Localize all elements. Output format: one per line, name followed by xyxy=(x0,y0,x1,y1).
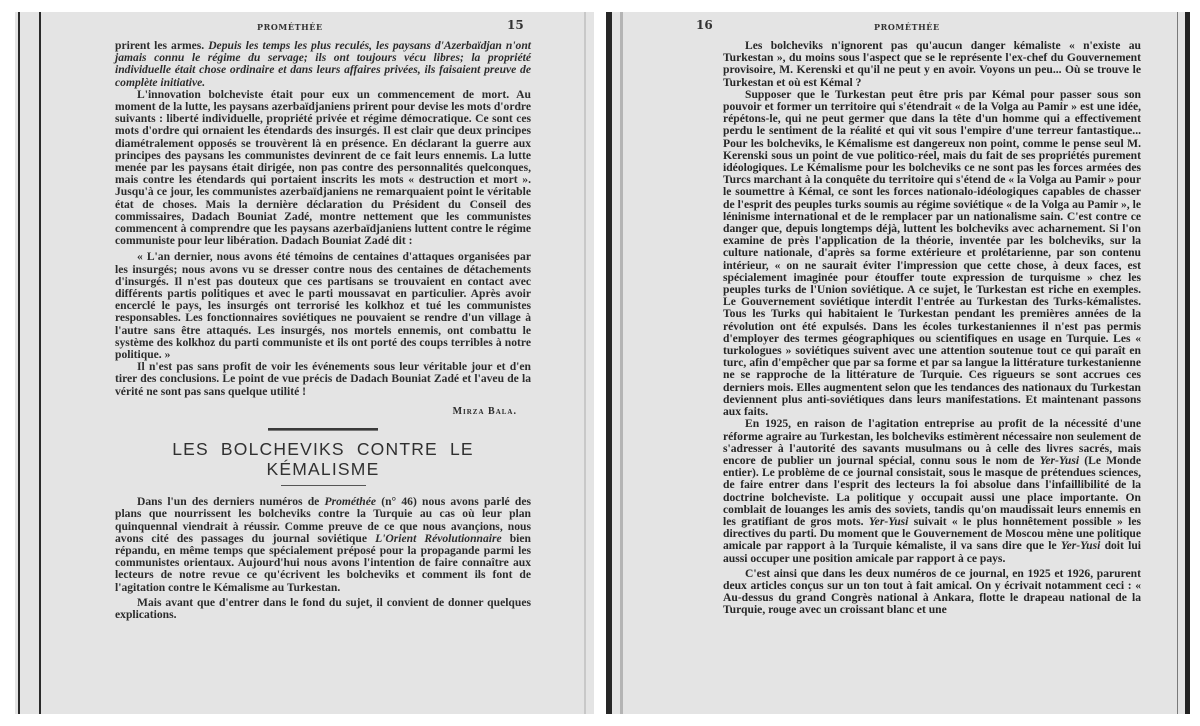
article-paragraph: Mais avant que d'entrer dans le fond du sujet, il convient de donner quelques explications. xyxy=(115,595,531,621)
body-text: (Le Monde entier). Le problème de ce journal consistait, sous le masque de prétendues sciences, de faire entrer dans l'esprit des lecteurs la foi absolue dans l'infaillibilité de la doctrine bolcheviste. La politique y occupait aussi une place importante. On comblait de louanges les amis des soviets, tandis qu'on maudissait leurs ennemis en les gratifiant de gros mots. xyxy=(723,453,1141,528)
body-text: doit lui aussi occuper une position amicale par rapport à ce pays. xyxy=(723,539,1141,565)
journal-title: Yer-Yusi xyxy=(1039,453,1080,467)
article-text: (n° 46) nous avons parlé des plans que nourrissent les bolcheviks contre la Turquie au cas où leur plan quinquennal viendrait à réussir. Comme preuve de ce que nous avançions, nous avons cité des passages du journal soviétique xyxy=(115,495,531,545)
body-text: En 1925, en raison de l'agitation entreprise au profit de la nécessité d'une réforme agraire au Turkestan, les bolcheviks estimèrent nécessaire non seulement de s'adresser à l'autorité des savants musulmans ou à celle des livres sacrés, mais encore de publier un journal spécial, connu sous le nom de xyxy=(723,417,1141,467)
scan-edge-line xyxy=(584,12,586,714)
opening-paragraph xyxy=(115,40,531,89)
running-head: PROMÉTHÉE xyxy=(874,22,940,32)
scan-edge-line xyxy=(620,12,623,714)
body-paragraph: C'est ainsi que dans les deux numéros de ce journal, en 1925 et 1926, parurent deux articles conçus sur un ton tout à fait amical. On y écrivait notamment ceci : « Au-dessus du grand Congrès national à Ankara, flotte le drapeau national de la Turquie, rouge avec un croissant blanc et une xyxy=(723,566,1141,617)
running-head: PROMÉTHÉE xyxy=(257,22,323,32)
body-paragraph: Supposer que le Turkestan peut être pris par Kémal pour passer sous son pouvoir et former un territoire qui s'étendrait « de la Volga au Pamir » est une idée, répétons-le, qui ne peut germer que dans la tête d'un homme qui a effectivement perdu le sentiment de la réalité et qui vit sous l'empire d'une terreur fantastique... Pour les bolcheviks, le Kémalisme est dangereux non point, comme le pense seul M. Kerenski sous un point de vue politico-réel, mais du fait de ses propriétés purement idéologiques. Le Kémalisme pour les bolcheviks ce ne sont pas les forces armées des Turcs marchant à la conquête du territoire qui s'étend de « la Volga au Pamir » pour le soumettre à Kémal, ce sont les forces nationalo-idéologiques capables de chasser de l'esprit des peuples turks soumis au régime soviétique « de la Volga au Pamir », le léninisme international et de le remplacer par un nationalisme sain. C'est contre ce danger que, depuis longtemps déjà, luttent les bolcheviks avec acharnement. Si l'on examine de près l'application de la théorie, inventée par les bolcheviks, sur la culture nationale, d'après sa forme extérieure et prolétarienne, par son contenu intérieur, « on ne saurait éviter l'impression que cette chose, à deux faces, est spécialement imaginée pour étouffer toute expression de turquisme » chez les peuples turks de l'Union soviétique. A ce sujet, le Turkestan est riche en exemples. Le Gouvernement soviétique interdit l'entrée au Turkestan des Turks-kémalistes. Tous les Turks qui habitaient le Turkestan pendant les premières années de la révolution ont été expulsés. Dans les écoles turkestaniennes il n'est pas permis d'employer des termes géographiques ou scientifiques en usage en Turquie. Les « turkologues » soviétiques suivent avec une attention soutenue tout ce qui paraît en turc, afin d'empêcher que par sa forme et par sa langue la littérature turkestanienne ne se rapproche de la littérature de Turquie. Ces rigueurs se sont accrues ces derniers mois. Elles augmentent selon que les tendances des nationaux du Turkestan deviennent plus anti-soviétiques dans leurs manifestations. Et maintenant passons aux faits. xyxy=(723,87,1141,419)
right-page xyxy=(606,12,1190,714)
scan-edge-line xyxy=(18,12,20,714)
article-paragraph xyxy=(115,496,531,594)
scan-edge-line xyxy=(39,12,41,714)
body-paragraph xyxy=(723,418,1141,564)
page-number: 16 xyxy=(696,18,713,32)
opening-fragment: prirent les armes. xyxy=(115,39,205,52)
page-number: 15 xyxy=(507,18,524,32)
journal-title: Yer-Yusi xyxy=(1060,539,1101,553)
body-paragraph: Il n'est pas sans profit de voir les événements sous leur véritable jour et d'en tirer des conclusions. Le point de vue précis de Dadach Bouniat Zadé et l'aveu de la vérité ne sont pas sans quelque utilité ! xyxy=(115,360,531,398)
author-signature: Mirza Bala. xyxy=(452,405,517,417)
body-paragraph: Les bolcheviks n'ignorent pas qu'aucun danger kémaliste « n'existe au Turkestan », du moins sous l'aspect que se le représente l'ex-chef du Gouvernement provisoire, M. Kerenski et qu'il ne peut y en avoir. Voyons un peu... Où se trouve le Turkestan et où est Kémal ? xyxy=(723,39,1141,89)
article-text: bien répandu, en même temps que spécialement préposé pour la propagande parmi les communistes orientaux. Aujourd'hui nous avons l'intention de faire connaître aux lecteurs de notre revue ce qu'écrivent les bolcheviks et comment ils font de l'agitation contre le Kémalisme au Turkestan. xyxy=(115,531,531,594)
journal-title: Yer-Yusi xyxy=(868,514,909,528)
opening-italic: Depuis les temps les plus reculés, les paysans d'Azerbaïdjan n'ont jamais connu le régime du servage; ils ont toujours vécu libres; la propriété individuelle était chose ordinaire et dans leurs affaires privées, ils faisaient preuve de complète initiative. xyxy=(115,39,531,89)
journal-title: Prométhée xyxy=(324,495,377,509)
quotation-paragraph: « L'an dernier, nous avons été témoins de centaines d'attaques organisées par les insurgés; nous avons vu se dresser contre nous des centaines de détachements d'insurgés. Il n'est pas douteux que ces partisans se trouvaient en contact avec différents partis politiques et avec le parti moussavat en particulier. Après avoir encerclé le pays, les insurgés ont terrorisé les kolkhoz et tué les communistes responsables. Les fonctionnaires soviétiques ne pouvaient se rendre d'un village à l'autre sans être attaqués. Les insurgés, nos mortels ennemis, ont combattu le système des kolkhoz du parti communiste et ils ont porté des coups terribles à notre politique. » xyxy=(115,250,531,362)
right-body xyxy=(723,40,1141,617)
scan-edge-line xyxy=(1177,12,1178,714)
journal-title: L'Orient Révolutionnaire xyxy=(375,531,502,545)
left-page xyxy=(15,12,594,714)
title-underline xyxy=(281,485,366,486)
scan-edge-line xyxy=(1185,12,1190,714)
section-divider xyxy=(268,428,378,431)
body-paragraph: L'innovation bolcheviste était pour eux un commencement de mort. Au moment de la lutte, les paysans azerbaïdjaniens prirent pour devise les mots d'ordre suivants : liberté individuelle, propriété privée et régime démocratique. Ce sont ces mots d'ordre qui ornaient les étendards des insurgés. Il est clair que deux principes diamétralement opposés se trouvèrent là en présence. En déclarant la guerre aux principes des paysans les communistes devinrent de ce fait leurs ennemis. La lutte menée par les paysans était dirigée, non pas contre des personnalités quelconques, mais contre les étendards qui portaient inscrits les mots « destruction et mort ». Jusqu'à ce jour, les communistes azerbaïdjaniens ne remarquaient point le véritable état de choses. Mais la dernière déclaration du Président du Conseil des commissaires, Dadach Bouniat Zadé, montre nettement que les communistes commencent à comprendre que les paysans azerbaïdjaniens luttent contre le régime communiste pour leur libération. Dadach Bouniat Zadé dit : xyxy=(115,87,531,248)
left-body xyxy=(115,40,531,621)
article-title: LES BOLCHEVIKS CONTRE LE KÉMALISME xyxy=(172,439,474,480)
body-text: suivait « le plus honnêtement possible » les directives du parti. Du moment que le Gouvernement de Moscou mène une politique amicale par rapport à la Turquie kémaliste, il va sans dire que le xyxy=(723,514,1142,553)
article-text: Dans l'un des derniers numéros de xyxy=(137,495,320,509)
scan-edge-line xyxy=(606,12,612,714)
